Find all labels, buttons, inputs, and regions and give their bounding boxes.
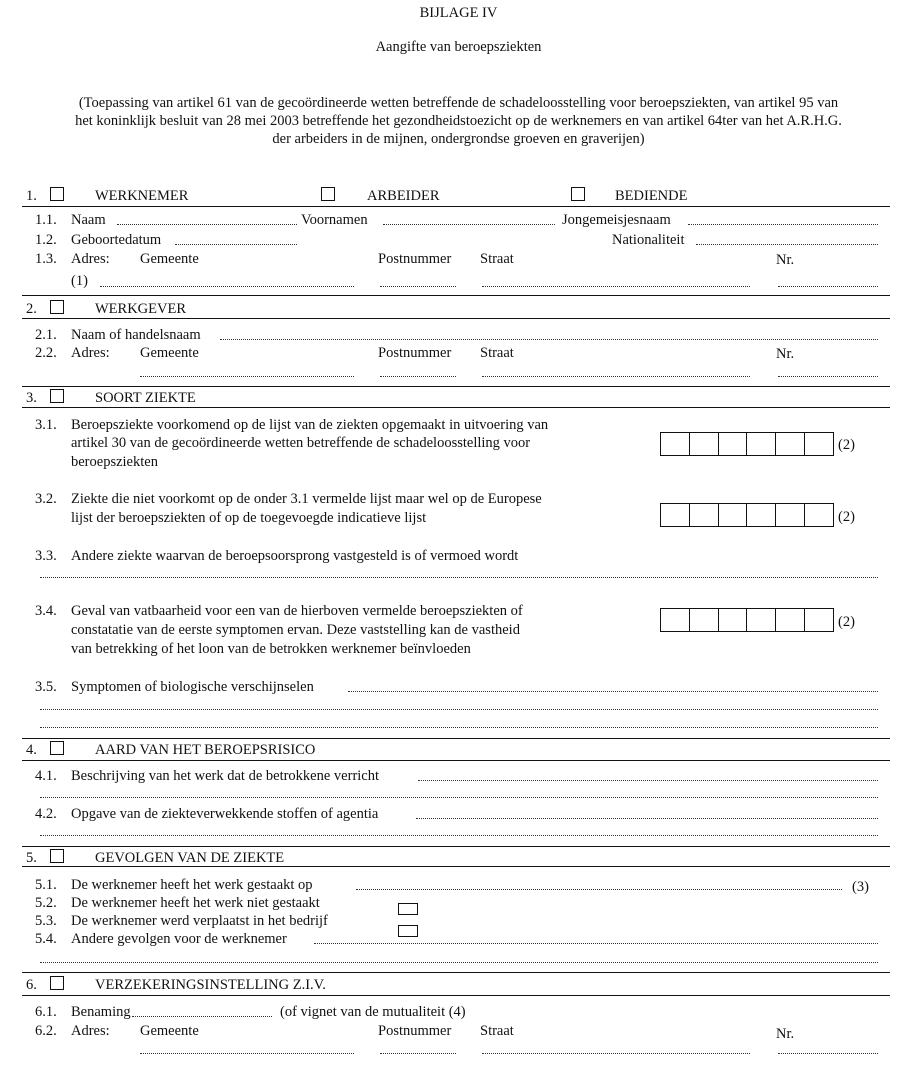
- gemeente-label: Gemeente: [140, 345, 199, 361]
- form-title: Aangifte van beroepsziekten: [375, 39, 542, 55]
- annex-title: BIJLAGE IV: [419, 5, 498, 21]
- section4-checkbox[interactable]: [50, 741, 64, 755]
- section4-number: 4.: [26, 742, 37, 758]
- agentia-field-line2[interactable]: [40, 835, 878, 836]
- nr-label: Nr.: [776, 1026, 795, 1042]
- item-3-2-code-boxes[interactable]: [660, 503, 834, 527]
- legal-note-line2: het koninklijk besluit van 28 mei 2003 betreffende het gezondheidstoezicht op de werknemers en van artikel 64ter van het A.R.H.G.: [75, 113, 842, 129]
- symptomen-field-line3[interactable]: [40, 727, 878, 728]
- item-6-1-number: 6.1.: [35, 1004, 57, 1020]
- benaming-label: Benaming: [71, 1004, 131, 1020]
- item-3-2-text-line2: lijst der beroepsziekten of op de toegevoegde indicatieve lijst: [71, 510, 427, 526]
- section3-checkbox[interactable]: [50, 389, 64, 403]
- symptomen-field-line2[interactable]: [40, 709, 878, 710]
- adres-label: Adres:: [71, 1023, 110, 1039]
- item-3-3-number: 3.3.: [35, 548, 57, 564]
- vignet-label: (of vignet van de mutualiteit (4): [280, 1004, 466, 1020]
- footnote-2-ref: (2): [838, 614, 855, 630]
- section3-rule: [22, 407, 890, 408]
- werk-niet-gestaakt-checkbox[interactable]: [398, 903, 418, 915]
- item-5-2-text: De werknemer heeft het werk niet gestaakt: [71, 895, 320, 911]
- section2-rule: [22, 318, 890, 319]
- jongemeisjesnaam-field[interactable]: [688, 224, 878, 225]
- item-3-4-text-line2: constatatie van de eerste symptomen ervan. Deze vaststelling kan de vastheid: [71, 622, 520, 638]
- item-3-4-text-line3: van betrekking of het loon van de betrokken werknemer beïnvloeden: [71, 641, 471, 657]
- straat-label: Straat: [480, 251, 514, 267]
- voornamen-label: Voornamen: [301, 212, 368, 228]
- verplaatst-checkbox[interactable]: [398, 925, 418, 937]
- adres-label: Adres:: [71, 251, 110, 267]
- bediende-label: BEDIENDE: [615, 188, 688, 204]
- section5-end-rule: [22, 972, 890, 973]
- section2-title: WERKGEVER: [95, 301, 187, 317]
- item-1-2-number: 1.2.: [35, 232, 57, 248]
- section5-checkbox[interactable]: [50, 849, 64, 863]
- item-4-2-text: Opgave van de ziekteverwekkende stoffen of agentia: [71, 806, 379, 822]
- section6-checkbox[interactable]: [50, 976, 64, 990]
- section4-rule: [22, 760, 890, 761]
- nr-field[interactable]: [778, 286, 878, 287]
- straat-field[interactable]: [482, 286, 750, 287]
- werk-beschrijving-field-line1[interactable]: [418, 780, 878, 781]
- section4-end-rule: [22, 846, 890, 847]
- item-5-3-text: De werknemer werd verplaatst in het bedrijf: [71, 913, 328, 929]
- section2-end-rule: [22, 386, 890, 387]
- item-3-5-text: Symptomen of biologische verschijnselen: [71, 679, 314, 695]
- legal-note-line3: der arbeiders in de mijnen, ondergrondse groeven en graverijen): [272, 131, 645, 147]
- item-3-4-code-boxes[interactable]: [660, 608, 834, 632]
- section3-end-rule: [22, 738, 890, 739]
- straat-label: Straat: [480, 345, 514, 361]
- section1-title: WERKNEMER: [95, 188, 189, 204]
- werkgever-gemeente-field[interactable]: [140, 376, 354, 377]
- arbeider-label: ARBEIDER: [367, 188, 440, 204]
- postnummer-label: Postnummer: [378, 345, 452, 361]
- naam-field[interactable]: [117, 224, 297, 225]
- item-3-2-number: 3.2.: [35, 491, 57, 507]
- section6-number: 6.: [26, 977, 37, 993]
- section1-rule: [22, 206, 890, 207]
- section1-number: 1.: [26, 188, 37, 204]
- voornamen-field[interactable]: [383, 224, 555, 225]
- item-4-1-text: Beschrijving van het werk dat de betrokkene verricht: [71, 768, 380, 784]
- section2-number: 2.: [26, 301, 37, 317]
- section3-number: 3.: [26, 390, 37, 406]
- handelsnaam-field[interactable]: [220, 339, 878, 340]
- agentia-field-line1[interactable]: [416, 818, 878, 819]
- benaming-field[interactable]: [132, 1016, 272, 1017]
- section1-end-rule: [22, 295, 890, 296]
- postnummer-label: Postnummer: [378, 1023, 452, 1039]
- item-2-1-number: 2.1.: [35, 327, 57, 343]
- ziv-postnummer-field[interactable]: [380, 1053, 456, 1054]
- section5-number: 5.: [26, 850, 37, 866]
- item-3-4-number: 3.4.: [35, 603, 57, 619]
- nationaliteit-label: Nationaliteit: [612, 232, 685, 248]
- geboortedatum-field[interactable]: [175, 244, 297, 245]
- item-5-4-text: Andere gevolgen voor de werknemer: [71, 931, 287, 947]
- adres-label: Adres:: [71, 345, 110, 361]
- legal-note-line1: (Toepassing van artikel 61 van de gecoördineerde wetten betreffende de schadeloosstelling voor beroepsziekten, van artikel 95 van: [78, 95, 839, 111]
- postnummer-field[interactable]: [380, 286, 456, 287]
- jongemeisjesnaam-label: Jongemeisjesnaam: [562, 212, 671, 228]
- item-5-1-text: De werknemer heeft het werk gestaakt op: [71, 877, 313, 893]
- section1-checkbox[interactable]: [50, 187, 64, 201]
- item-3-1-number: 3.1.: [35, 417, 57, 433]
- item-3-2-text-line1: Ziekte die niet voorkomt op de onder 3.1 vermelde lijst maar wel op de Europese: [71, 491, 542, 507]
- item-3-1-text-line2: artikel 30 van de gecoördineerde wetten betreffende de schadeloosstelling voor: [71, 435, 531, 451]
- andere-gevolgen-field-line2[interactable]: [40, 962, 878, 963]
- item-2-2-number: 2.2.: [35, 345, 57, 361]
- straat-label: Straat: [480, 1023, 514, 1039]
- footnote-2-ref: (2): [838, 437, 855, 453]
- item-4-1-number: 4.1.: [35, 768, 57, 784]
- item-5-3-number: 5.3.: [35, 913, 57, 929]
- item-5-1-number: 5.1.: [35, 877, 57, 893]
- andere-gevolgen-field-line1[interactable]: [314, 943, 878, 944]
- handelsnaam-label: Naam of handelsnaam: [71, 327, 201, 343]
- item-3-1-code-boxes[interactable]: [660, 432, 834, 456]
- item-3-1-text-line1: Beroepsziekte voorkomend op de lijst van de ziekten opgemaakt in uitvoering van: [71, 417, 549, 433]
- werk-gestaakt-datum-field[interactable]: [356, 889, 842, 890]
- item-5-4-number: 5.4.: [35, 931, 57, 947]
- ziv-gemeente-field[interactable]: [140, 1053, 354, 1054]
- item-3-1-text-line3: beroepsziekten: [71, 454, 158, 470]
- item-3-3-text: Andere ziekte waarvan de beroepsoorsprong vastgesteld is of vermoed wordt: [71, 548, 519, 564]
- werk-beschrijving-field-line2[interactable]: [40, 797, 878, 798]
- gemeente-field[interactable]: [100, 286, 354, 287]
- section6-rule: [22, 995, 890, 996]
- bediende-checkbox[interactable]: [571, 187, 585, 201]
- nr-label: Nr.: [776, 346, 795, 362]
- item-4-2-number: 4.2.: [35, 806, 57, 822]
- gemeente-label: Gemeente: [140, 251, 199, 267]
- item-1-1-number: 1.1.: [35, 212, 57, 228]
- gemeente-label: Gemeente: [140, 1023, 199, 1039]
- nationaliteit-field[interactable]: [696, 244, 878, 245]
- ziv-nr-field[interactable]: [778, 1053, 878, 1054]
- item-3-4-text-line1: Geval van vatbaarheid voor een van de hierboven vermelde beroepsziekten of: [71, 603, 523, 619]
- symptomen-field-line1[interactable]: [348, 691, 878, 692]
- section3-title: SOORT ZIEKTE: [95, 390, 196, 406]
- item-5-2-number: 5.2.: [35, 895, 57, 911]
- section5-rule: [22, 866, 890, 867]
- ziv-straat-field[interactable]: [482, 1053, 750, 1054]
- werkgever-nr-field[interactable]: [778, 376, 878, 377]
- geboortedatum-label: Geboortedatum: [71, 232, 162, 248]
- footnote-3-ref: (3): [852, 879, 869, 895]
- section6-title: VERZEKERINGSINSTELLING Z.I.V.: [95, 977, 326, 993]
- section2-checkbox[interactable]: [50, 300, 64, 314]
- item-3-3-field[interactable]: [40, 577, 878, 578]
- footnote-1-ref: (1): [71, 273, 88, 289]
- werkgever-straat-field[interactable]: [482, 376, 750, 377]
- naam-label: Naam: [71, 212, 106, 228]
- item-6-2-number: 6.2.: [35, 1023, 57, 1039]
- arbeider-checkbox[interactable]: [321, 187, 335, 201]
- werkgever-postnummer-field[interactable]: [380, 376, 456, 377]
- item-3-5-number: 3.5.: [35, 679, 57, 695]
- nr-label: Nr.: [776, 252, 795, 268]
- footnote-2-ref: (2): [838, 509, 855, 525]
- section5-title: GEVOLGEN VAN DE ZIEKTE: [95, 850, 285, 866]
- section4-title: AARD VAN HET BEROEPSRISICO: [95, 742, 316, 758]
- item-1-3-number: 1.3.: [35, 251, 57, 267]
- postnummer-label: Postnummer: [378, 251, 452, 267]
